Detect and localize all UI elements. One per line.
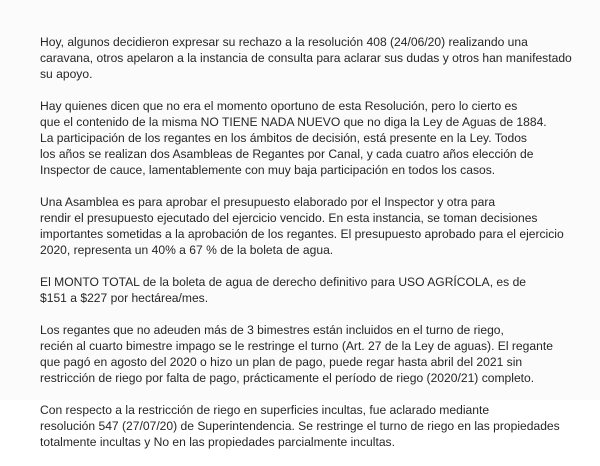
- text-line: El MONTO TOTAL de la boleta de agua de derecho definitivo para USO AGRÍCOLA, es de: [40, 275, 527, 289]
- text-line: Hoy, algunos decidieron expresar su rechazo a la resolución 408 (24/06/20) realizando una: [40, 35, 528, 49]
- text-line: importantes sometidas a la aprobación de los regantes. El presupuesto aprobado para el ejercicio: [40, 227, 564, 241]
- text-line: 2020, representa un 40% a 67 % de la boleta de agua.: [40, 243, 334, 257]
- paragraph-5: [40, 322, 568, 386]
- text-line: Con respecto a la restricción de riego en superficies incultas, fue aclarado mediante: [40, 403, 490, 417]
- text-line: rendir el presupuesto ejecutado del ejercicio vencido. En esta instancia, se toman decisiones: [40, 211, 538, 225]
- text-line: su apoyo.: [40, 67, 93, 81]
- text-line: Los regantes que no adeuden más de 3 bimestres están incluidos en el turno de riego,: [40, 323, 504, 337]
- text-line: los años se realizan dos Asambleas de Regantes por Canal, y cada cuatro años elección de: [40, 147, 534, 161]
- text-line: caravana, otros apelaron a la instancia de consulta para aclarar sus dudas y otros han manifestado: [40, 51, 572, 65]
- paragraph-1: [40, 34, 572, 82]
- text-line: Una Asamblea es para aprobar el presupuesto elaborado por el Inspector y otra para: [40, 195, 496, 209]
- paragraph-4: [40, 274, 568, 306]
- text-line: totalmente incultas y No en las propiedades parcialmente incultas.: [40, 435, 395, 449]
- text-line: La participación de los regantes en los ámbitos de decisión, está presente en la Ley. Todos: [40, 131, 527, 145]
- text-line: que el contenido de la misma NO TIENE NADA NUEVO que no diga la Ley de Aguas de 1884.: [40, 115, 547, 129]
- text-line: Hay quienes dicen que no era el momento oportuno de esta Resolución, pero lo cierto es: [40, 99, 518, 113]
- text-line: Inspector de cauce, lamentablemente con muy baja participación en todos los casos.: [40, 163, 496, 177]
- paragraph-2: [40, 98, 568, 178]
- text-line: recién al cuarto bimestre impago se le restringe el turno (Art. 27 de la Ley de aguas). El regante: [40, 339, 553, 353]
- text-line: restricción de riego por falta de pago, prácticamente el período de riego (2020/21) completo.: [40, 371, 535, 385]
- text-line: $151 a $227 por hectárea/mes.: [40, 291, 209, 305]
- text-line: que pagó en agosto del 2020 o hizo un plan de pago, puede regar hasta abril del 2021 sin: [40, 355, 523, 369]
- paragraph-3: [40, 194, 568, 258]
- paragraph-6: [40, 402, 568, 450]
- text-line: resolución 547 (27/07/20) de Superintendencia. Se restringe el turno de riego en las propiedades: [40, 419, 560, 433]
- document-body: [40, 34, 572, 466]
